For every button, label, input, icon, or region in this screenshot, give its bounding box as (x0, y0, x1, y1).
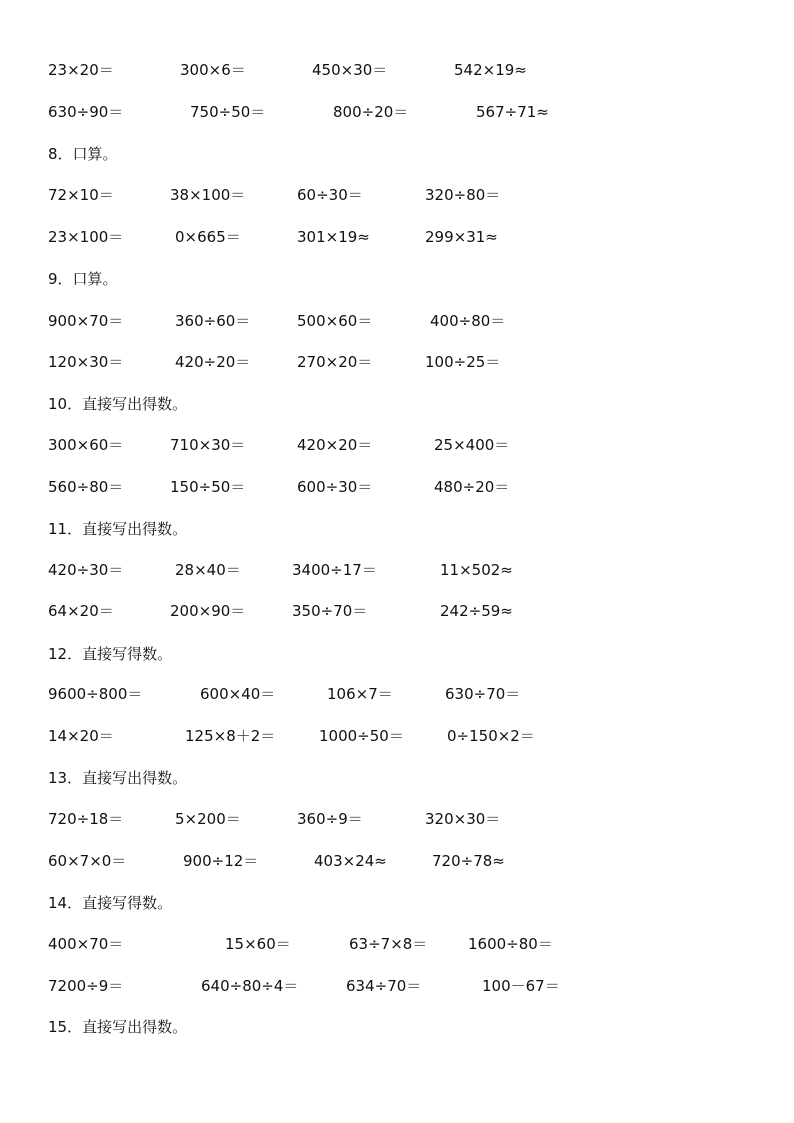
equation-item: 3400÷17＝ (292, 561, 377, 579)
question-heading (0, 1015, 794, 1039)
equation-item: 720÷78≈ (432, 852, 505, 870)
question-heading (0, 766, 794, 790)
question-heading-text: 11．直接写出得数。 (48, 520, 188, 538)
question-heading-text: 10．直接写出得数。 (48, 395, 188, 413)
equation-item: 0÷150×2＝ (447, 727, 535, 745)
equation-item: 420×20＝ (297, 436, 373, 454)
equation-item: 634÷70＝ (346, 977, 422, 995)
equation-item: 320×30＝ (425, 810, 501, 828)
equation-item: 23×100＝ (48, 228, 124, 246)
equation-item: 106×7＝ (327, 685, 393, 703)
question-heading (0, 142, 794, 166)
equation-item: 750÷50＝ (190, 103, 266, 121)
equation-item: 630÷90＝ (48, 103, 124, 121)
equation-item: 450×30＝ (312, 61, 388, 79)
equation-item: 125×8＋2＝ (185, 727, 276, 745)
equation-item: 800÷20＝ (333, 103, 409, 121)
question-heading (0, 891, 794, 915)
equation-row (0, 309, 794, 333)
equation-row (0, 100, 794, 124)
equation-item: 23×20＝ (48, 61, 114, 79)
equation-item: 300×6＝ (180, 61, 246, 79)
equation-item: 270×20＝ (297, 353, 373, 371)
equation-item: 242÷59≈ (440, 602, 513, 620)
equation-item: 9600÷800＝ (48, 685, 143, 703)
equation-item: 403×24≈ (314, 852, 387, 870)
equation-row (0, 58, 794, 82)
equation-item: 11×502≈ (440, 561, 513, 579)
equation-row (0, 682, 794, 706)
equation-item: 63÷7×8＝ (349, 935, 428, 953)
equation-item: 420÷30＝ (48, 561, 124, 579)
question-heading-text: 12．直接写得数。 (48, 645, 173, 663)
equation-item: 120×30＝ (48, 353, 124, 371)
equation-row (0, 807, 794, 831)
equation-row (0, 433, 794, 457)
equation-item: 15×60＝ (225, 935, 291, 953)
question-heading-text: 13．直接写出得数。 (48, 769, 188, 787)
equation-item: 640÷80÷4＝ (201, 977, 299, 995)
equation-item: 1600÷80＝ (468, 935, 553, 953)
equation-row (0, 974, 794, 998)
equation-item: 14×20＝ (48, 727, 114, 745)
question-heading (0, 517, 794, 541)
equation-row (0, 599, 794, 623)
equation-item: 100－67＝ (482, 977, 560, 995)
equation-item: 630÷70＝ (445, 685, 521, 703)
equation-item: 600÷30＝ (297, 478, 373, 496)
equation-item: 350÷70＝ (292, 602, 368, 620)
question-heading-text: 8．口算。 (48, 145, 118, 163)
question-heading (0, 392, 794, 416)
equation-item: 900÷12＝ (183, 852, 259, 870)
question-heading-text: 9．口算。 (48, 270, 118, 288)
equation-row (0, 558, 794, 582)
equation-row (0, 350, 794, 374)
question-heading-text: 14．直接写得数。 (48, 894, 173, 912)
equation-item: 7200÷9＝ (48, 977, 124, 995)
equation-item: 38×100＝ (170, 186, 246, 204)
equation-item: 150÷50＝ (170, 478, 246, 496)
equation-row (0, 475, 794, 499)
equation-item: 400×70＝ (48, 935, 124, 953)
equation-item: 72×10＝ (48, 186, 114, 204)
equation-item: 28×40＝ (175, 561, 241, 579)
equation-item: 60×7×0＝ (48, 852, 127, 870)
equation-item: 200×90＝ (170, 602, 246, 620)
question-heading (0, 267, 794, 291)
equation-item: 500×60＝ (297, 312, 373, 330)
equation-row (0, 183, 794, 207)
equation-item: 400÷80＝ (430, 312, 506, 330)
equation-item: 300×60＝ (48, 436, 124, 454)
question-heading (0, 642, 794, 666)
equation-item: 600×40＝ (200, 685, 276, 703)
equation-item: 720÷18＝ (48, 810, 124, 828)
equation-item: 301×19≈ (297, 228, 370, 246)
equation-item: 5×200＝ (175, 810, 241, 828)
equation-item: 420÷20＝ (175, 353, 251, 371)
equation-item: 567÷71≈ (476, 103, 549, 121)
equation-item: 100÷25＝ (425, 353, 501, 371)
equation-item: 542×19≈ (454, 61, 527, 79)
equation-item: 900×70＝ (48, 312, 124, 330)
question-heading-text: 15．直接写出得数。 (48, 1018, 188, 1036)
equation-item: 360÷60＝ (175, 312, 251, 330)
equation-item: 480÷20＝ (434, 478, 510, 496)
equation-item: 710×30＝ (170, 436, 246, 454)
equation-item: 0×665＝ (175, 228, 241, 246)
equation-row (0, 724, 794, 748)
equation-row (0, 225, 794, 249)
equation-item: 320÷80＝ (425, 186, 501, 204)
equation-row (0, 932, 794, 956)
equation-item: 64×20＝ (48, 602, 114, 620)
equation-item: 560÷80＝ (48, 478, 124, 496)
equation-item: 60÷30＝ (297, 186, 363, 204)
equation-item: 299×31≈ (425, 228, 498, 246)
equation-row (0, 849, 794, 873)
equation-item: 1000÷50＝ (319, 727, 404, 745)
equation-item: 360÷9＝ (297, 810, 363, 828)
equation-item: 25×400＝ (434, 436, 510, 454)
